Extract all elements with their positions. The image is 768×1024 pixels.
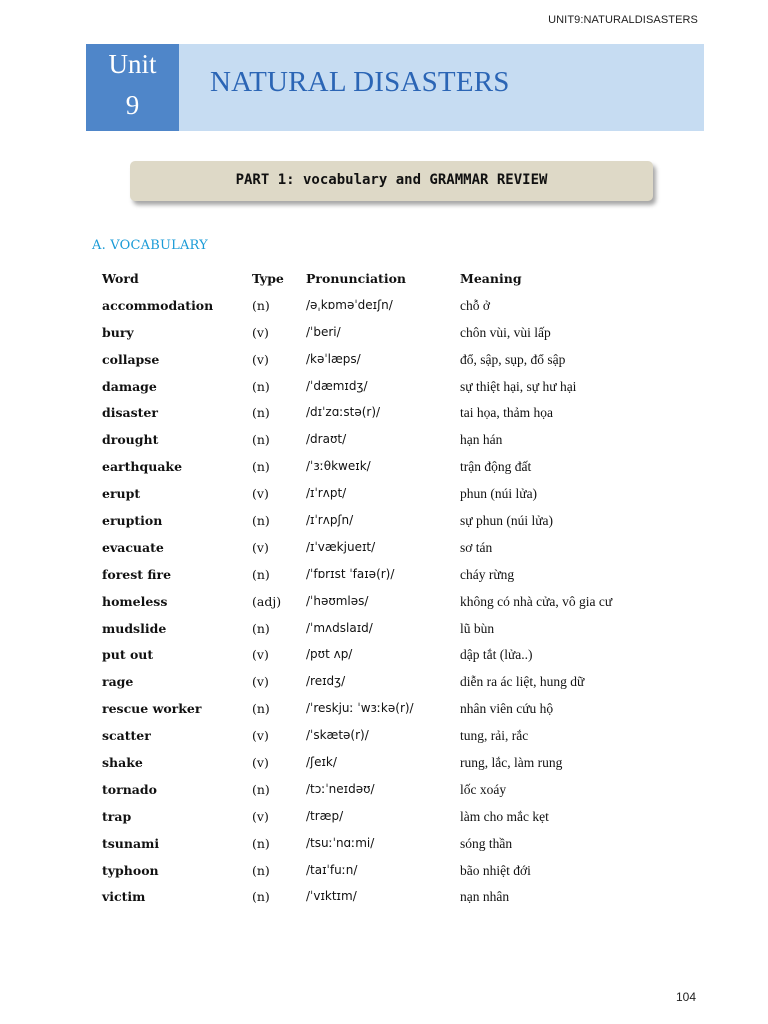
unit-title-band [86,44,704,131]
word-cell: homeless [102,593,168,609]
pronunciation-cell: /ˈreskjuː ˈwɜːkə(r)/ [306,701,414,716]
word-cell: forest fire [102,566,172,582]
unit-label: Unit [108,49,157,79]
type-cell: (v) [252,647,269,663]
table-row [102,295,662,322]
type-cell: (n) [252,513,270,529]
table-row [102,752,662,779]
meaning-cell: sơ tán [460,539,493,555]
unit-number: 9 [125,90,140,120]
table-row [102,618,662,645]
pronunciation-cell: /dɪˈzɑːstə(r)/ [306,405,381,420]
pronunciation-cell: /əˌkɒməˈdeɪʃn/ [306,297,393,312]
word-cell: erupt [102,486,141,502]
header-type: Type [252,271,284,286]
type-cell: (n) [252,378,270,394]
pronunciation-cell: /ˈfɒrɪst ˈfaɪə(r)/ [306,566,395,581]
word-cell: collapse [102,351,160,367]
meaning-cell: sự phun (núi lửa) [460,513,553,529]
pronunciation-cell: /ˈmʌdslaɪd/ [306,620,373,635]
pronunciation-cell: /ɪˈrʌpt/ [306,486,347,501]
table-row [102,429,662,456]
table-row [102,806,662,833]
table-row [102,376,662,403]
pronunciation-cell: /ˈskætə(r)/ [306,728,369,743]
table-row [102,402,662,429]
table-row [102,886,662,913]
table-row [102,671,662,698]
word-cell: disaster [102,405,158,421]
word-cell: rage [102,674,134,690]
type-cell: (v) [252,674,269,690]
table-row [102,698,662,725]
meaning-cell: cháy rừng [460,566,515,582]
type-cell: (n) [252,620,270,636]
table-row [102,349,662,376]
pronunciation-cell: /ɪˈvækjueɪt/ [306,539,376,554]
type-cell: (n) [252,297,270,313]
table-row [102,833,662,860]
pronunciation-cell: /træp/ [306,808,344,823]
header-meaning: Meaning [460,271,522,286]
table-body [102,295,662,913]
word-cell: evacuate [102,539,164,555]
table-row [102,510,662,537]
unit-number-box [86,44,179,131]
word-cell: mudslide [102,620,167,636]
meaning-cell: chôn vùi, vùi lấp [460,324,551,340]
type-cell: (n) [252,405,270,421]
pronunciation-cell: /taɪˈfuːn/ [306,862,358,877]
pronunciation-cell: /tɔːˈneɪdəʊ/ [306,781,375,796]
meaning-cell: chỗ ở [460,297,491,313]
word-cell: rescue worker [102,701,202,717]
pronunciation-cell: /ˈɜːθkweɪk/ [306,459,371,474]
meaning-cell: hạn hán [460,432,503,448]
pronunciation-cell: /draʊt/ [306,432,347,447]
running-header: UNIT9:NATURALDISASTERS [548,14,698,26]
table-header-row [102,268,662,295]
type-cell: (adj) [252,593,282,609]
table-row [102,644,662,671]
type-cell: (v) [252,728,269,744]
word-cell: accommodation [102,297,214,313]
word-cell: drought [102,432,159,448]
pronunciation-cell: /pʊt ʌp/ [306,647,353,662]
table-row [102,322,662,349]
type-cell: (n) [252,432,270,448]
word-cell: trap [102,808,132,824]
pronunciation-cell: /ˈberi/ [306,324,341,339]
meaning-cell: lũ bùn [460,620,495,636]
pronunciation-cell: /kəˈlæps/ [306,351,361,366]
header-word: Word [102,271,139,286]
pronunciation-cell: /ʃeɪk/ [306,755,337,770]
table-row [102,456,662,483]
word-cell: victim [102,889,146,905]
type-cell: (v) [252,539,269,555]
meaning-cell: làm cho mắc kẹt [460,808,549,824]
meaning-cell: bão nhiệt đới [460,862,531,878]
type-cell: (n) [252,862,270,878]
word-cell: tornado [102,781,157,797]
meaning-cell: phun (núi lửa) [460,486,538,502]
type-cell: (n) [252,701,270,717]
table-row [102,779,662,806]
pronunciation-cell: /ˈdæmɪdʒ/ [306,378,368,393]
table-row [102,483,662,510]
meaning-cell: nhân viên cứu hộ [460,701,554,717]
header-pronunciation: Pronunciation [306,271,406,286]
meaning-cell: trận động đất [460,459,532,475]
meaning-cell: lốc xoáy [460,781,507,797]
section-heading: A. VOCABULARY [92,238,208,253]
pronunciation-cell: /reɪdʒ/ [306,674,346,689]
word-cell: earthquake [102,459,183,475]
table-row [102,537,662,564]
meaning-cell: diễn ra ác liệt, hung dữ [460,674,585,690]
word-cell: scatter [102,728,151,744]
meaning-cell: tai họa, thảm họa [460,405,553,421]
unit-title: NATURAL DISASTERS [210,66,510,98]
meaning-cell: tung, rải, rắc [460,728,529,744]
meaning-cell: dập tắt (lửa..) [460,647,533,663]
type-cell: (v) [252,486,269,502]
pronunciation-cell: /ɪˈrʌpʃn/ [306,513,354,528]
word-cell: shake [102,755,143,771]
type-cell: (v) [252,324,269,340]
pronunciation-cell: /ˈvɪktɪm/ [306,889,357,904]
word-cell: put out [102,647,154,663]
table-row [102,564,662,591]
word-cell: damage [102,378,157,394]
part-banner: PART 1: vocabulary and GRAMMAR REVIEW [130,161,653,201]
table-row [102,591,662,618]
type-cell: (n) [252,566,270,582]
meaning-cell: không có nhà cửa, vô gia cư [460,593,613,609]
type-cell: (n) [252,781,270,797]
type-cell: (n) [252,889,270,905]
table-row [102,725,662,752]
word-cell: bury [102,324,134,340]
type-cell: (n) [252,459,270,475]
meaning-cell: sóng thần [460,835,513,851]
type-cell: (v) [252,808,269,824]
type-cell: (v) [252,351,269,367]
meaning-cell: đổ, sập, sụp, đổ sập [460,351,566,367]
vocabulary-table [102,268,662,913]
pronunciation-cell: /ˈhəʊmləs/ [306,593,369,608]
meaning-cell: rung, lắc, làm rung [460,755,563,771]
meaning-cell: sự thiệt hại, sự hư hại [460,378,577,394]
word-cell: eruption [102,513,163,529]
meaning-cell: nạn nhân [460,889,510,905]
word-cell: tsunami [102,835,160,851]
word-cell: typhoon [102,862,159,878]
pronunciation-cell: /tsuːˈnɑːmi/ [306,835,375,850]
page-number: 104 [675,990,696,1004]
type-cell: (v) [252,755,269,771]
type-cell: (n) [252,835,270,851]
table-row [102,860,662,887]
